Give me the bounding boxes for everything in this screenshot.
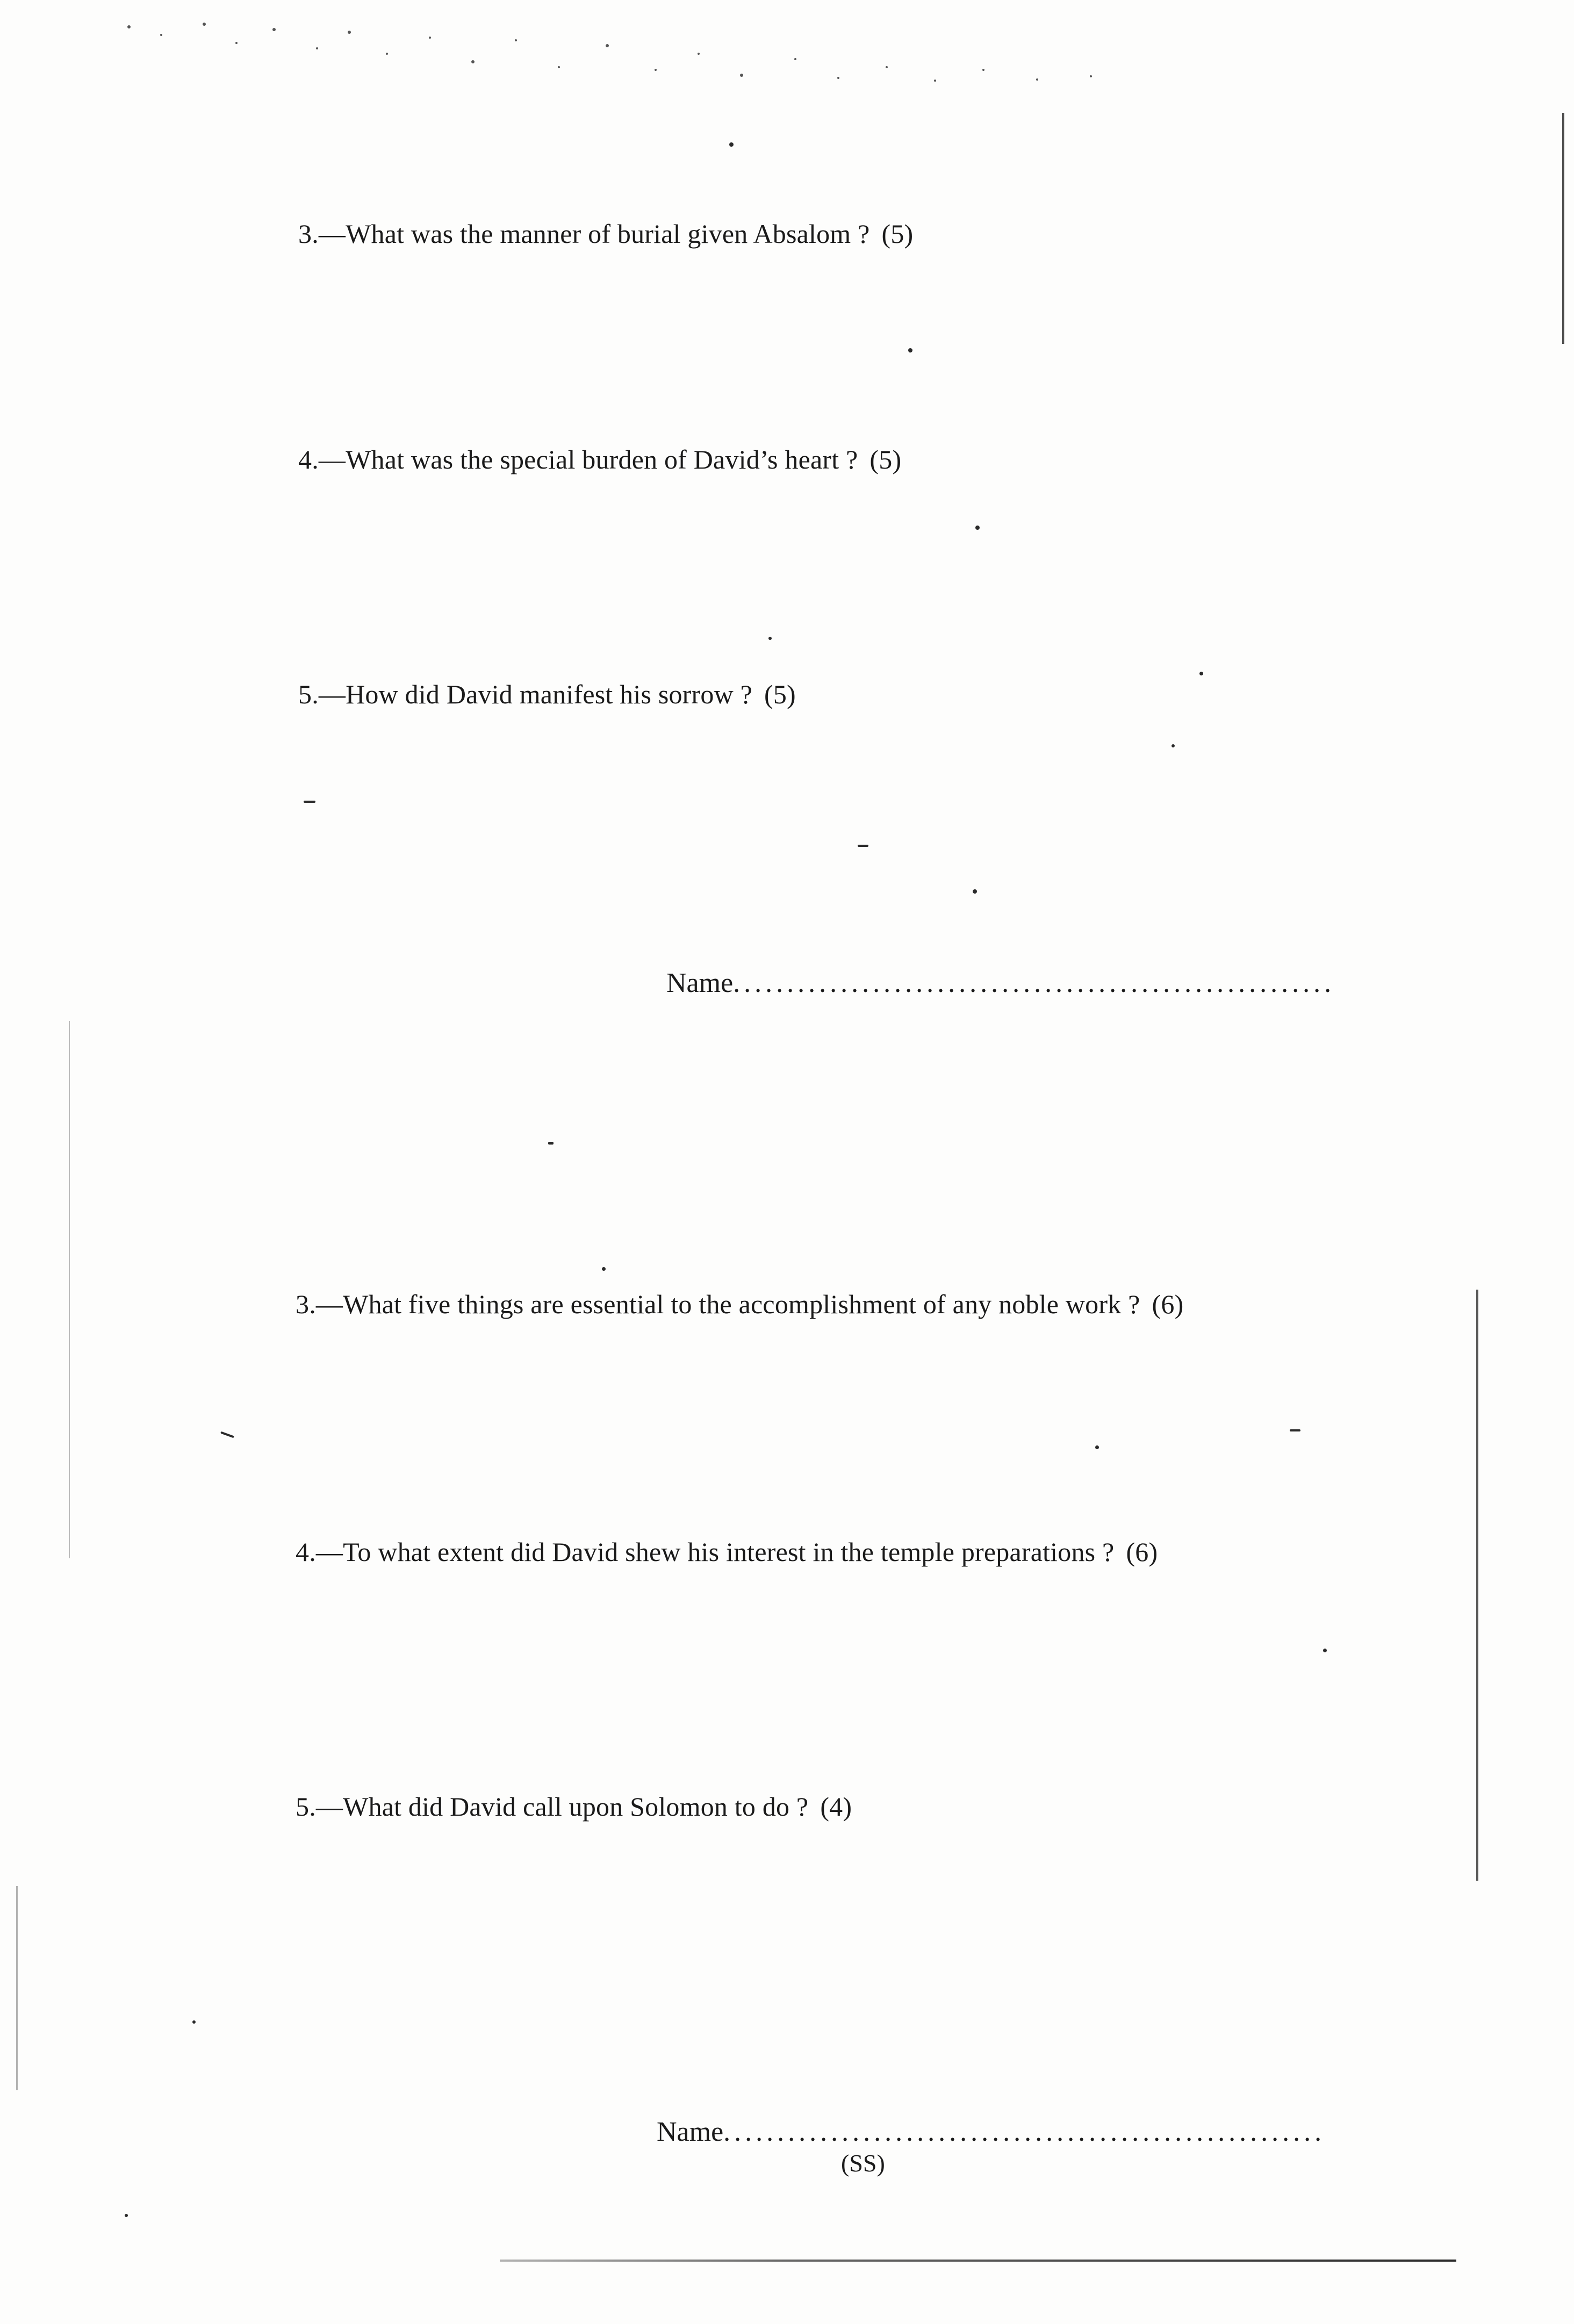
question-marks: (6): [1152, 1289, 1184, 1319]
scan-speck: [858, 845, 868, 847]
question-text: —What was the special burden of David’s heart ?: [318, 444, 858, 474]
question-number: 3.: [298, 219, 319, 249]
scan-edge-line: [1562, 113, 1564, 344]
scan-speck: [1199, 672, 1203, 675]
scan-speck: [548, 1142, 554, 1145]
scan-speck: [602, 1267, 606, 1271]
scan-noise-top: [97, 16, 1171, 86]
scan-speck: [973, 889, 977, 894]
question-text: —To what extent did David shew his interest in the temple preparations ?: [315, 1537, 1115, 1567]
name-field-section-2: [657, 2116, 1325, 2148]
question-number: 5.: [298, 679, 319, 709]
question-marks: (5): [764, 679, 796, 709]
scan-edge-line: [1476, 1290, 1478, 1881]
scan-speck: [125, 2214, 128, 2217]
question-3-section-1: [298, 218, 913, 250]
scan-speck: [908, 348, 912, 352]
name-field-section-1: [666, 967, 1335, 999]
question-marks: (5): [881, 219, 914, 249]
scan-speck: [768, 637, 772, 640]
question-number: 4.: [298, 444, 319, 474]
scan-speck: [975, 526, 980, 530]
bottom-rule: [500, 2260, 1456, 2262]
scan-speck: [192, 2020, 196, 2024]
scan-speck: [1095, 1445, 1099, 1449]
question-text: —What did David call upon Solomon to do ?: [315, 1791, 809, 1822]
question-text: —What five things are essential to the accomplishment of any noble work ?: [315, 1289, 1140, 1319]
question-number: 5.: [296, 1791, 316, 1822]
question-5-section-1: [298, 678, 796, 710]
question-text: —What was the manner of burial given Absalom ?: [318, 219, 870, 249]
scan-speck: [729, 142, 734, 147]
question-4-section-2: [296, 1536, 1158, 1568]
scan-speck: [1171, 744, 1175, 747]
scan-speck: [1290, 1429, 1300, 1431]
name-dotted-line: ........................................................: [733, 968, 1335, 998]
question-5-section-2: [296, 1790, 852, 1823]
scan-speck: [1323, 1649, 1327, 1652]
question-text: —How did David manifest his sorrow ?: [318, 679, 752, 709]
name-dotted-line: ........................................................: [723, 2117, 1326, 2147]
scan-speck: [220, 1431, 234, 1438]
page-code: (SS): [841, 2149, 885, 2177]
question-marks: (6): [1126, 1537, 1158, 1567]
name-label: Name: [657, 2117, 724, 2147]
question-3-section-2: [296, 1288, 1183, 1320]
question-number: 3.: [296, 1289, 316, 1319]
question-number: 4.: [296, 1537, 316, 1567]
scan-edge-line: [16, 1886, 18, 2090]
question-4-section-1: [298, 443, 901, 476]
scan-speck: [304, 801, 315, 803]
scan-edge-line: [69, 1021, 70, 1558]
name-label: Name: [666, 968, 734, 998]
question-marks: (5): [869, 444, 902, 474]
question-marks: (4): [820, 1791, 852, 1822]
